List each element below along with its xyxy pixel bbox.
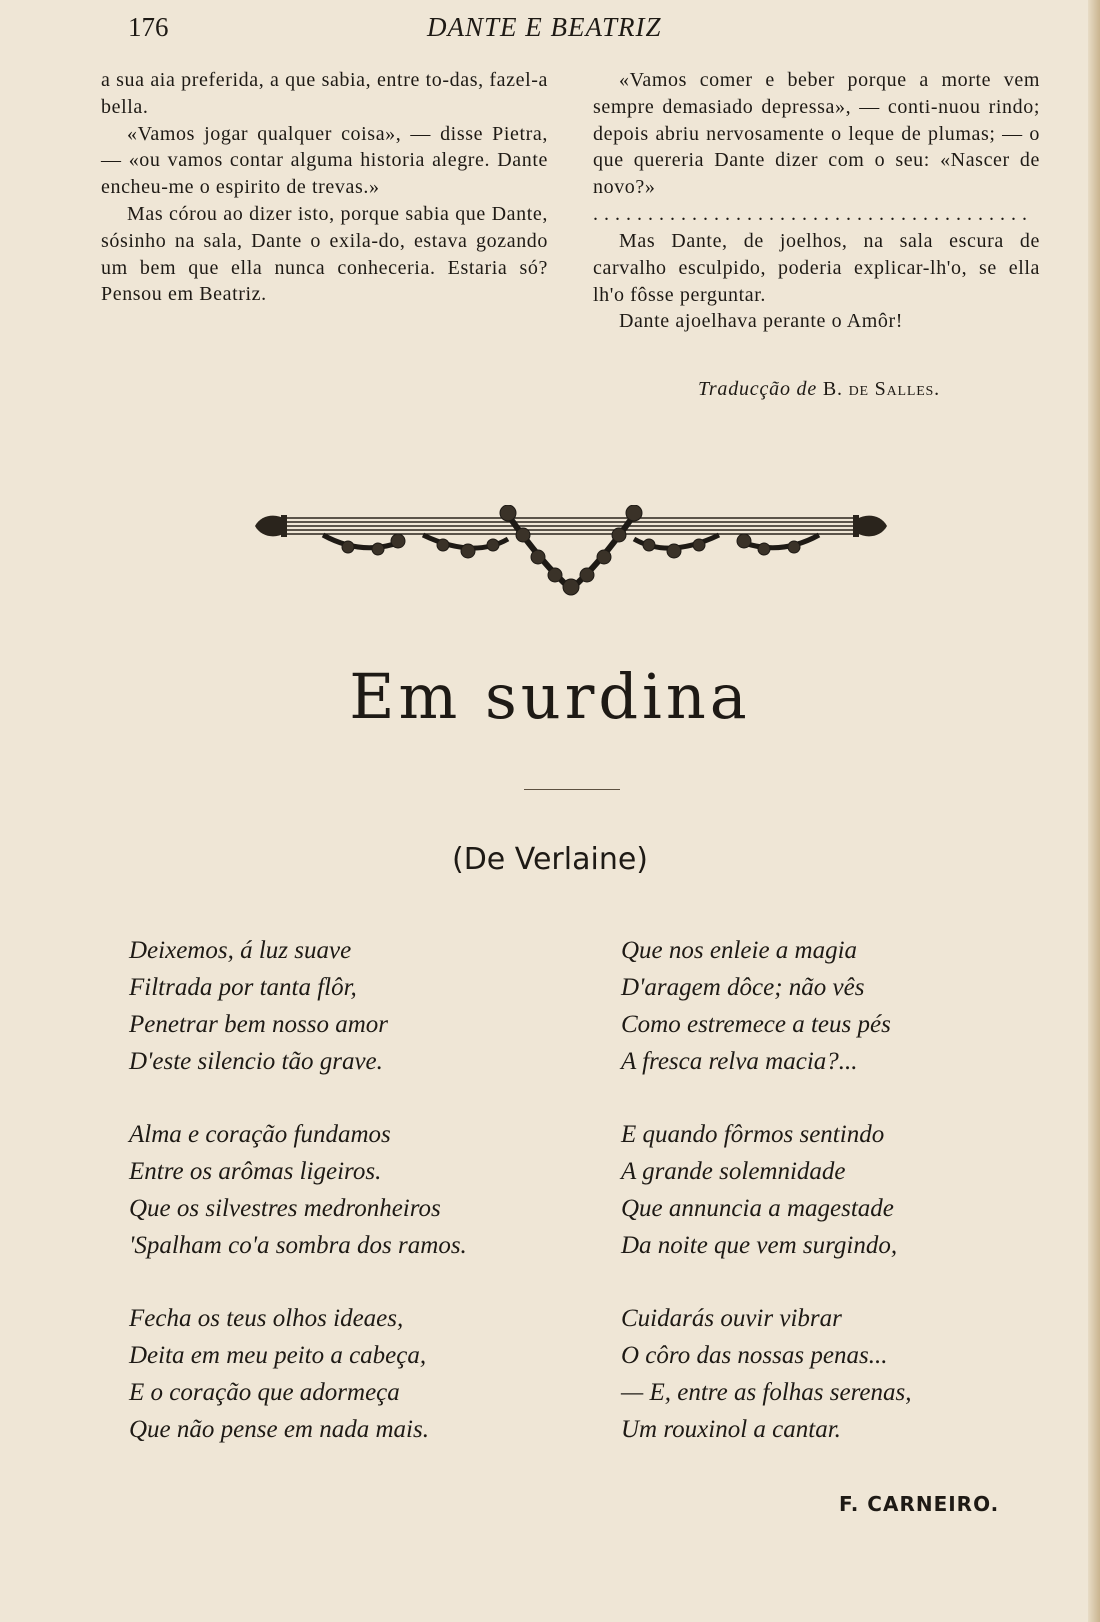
verse-line: O côro das nossas penas... (621, 1342, 888, 1369)
translator-credit (698, 378, 940, 401)
running-head (0, 12, 1100, 52)
verse-line: Entre os arômas ligeiros. (129, 1158, 382, 1185)
verse-line: Que nos enleie a magia (621, 937, 858, 964)
verse-line: D'aragem dôce; não vês (621, 974, 865, 1001)
prose-column-left (101, 67, 548, 308)
poem-subtitle: (De Verlaine) (451, 842, 648, 877)
page-number: 176 (128, 12, 169, 42)
poem-author: F. CARNEIRO. (839, 1492, 1000, 1516)
prose-paragraph: «Vamos comer e beber porque a morte vem sempre demasiado depressa», — conti-nuou rindo; depois abriu nervosamente o leque de plumas; — o que quereria Dante dizer com o seu: «Nascer de novo?» (593, 69, 1040, 199)
verse-line: A fresca relva macia?... (621, 1048, 858, 1075)
verse-line: Um rouxinol a cantar. (621, 1416, 841, 1443)
title-rule (524, 789, 620, 790)
prose-paragraph: Dante ajoelhava perante o Amôr! (619, 310, 904, 333)
stanza (129, 932, 467, 1080)
translator-name: B. de Salles. (822, 378, 940, 400)
running-title: DANTE E BEATRIZ (427, 12, 662, 42)
prose-column-right (593, 67, 1040, 335)
poem-title: Em surdina (349, 660, 751, 733)
verse-line: Penetrar bem nosso amor (129, 1011, 389, 1038)
page-edge (1088, 0, 1100, 1622)
verse-line: Deita em meu peito a cabeça, (129, 1342, 427, 1369)
verse-line: Filtrada por tanta flôr, (129, 974, 357, 1001)
stanza (621, 1116, 912, 1264)
prose-paragraph: Mas córou ao dizer isto, porque sabia que Dante, sósinho na sala, Dante o exila-do, estava gozando um bem que ella nunca conheceria. Estaria só? Pensou em Beatriz. (101, 202, 548, 306)
verse-line: Da noite que vem surgindo, (621, 1232, 898, 1259)
verse-line: Fecha os teus olhos ideaes, (129, 1305, 404, 1332)
verse-line: E quando fôrmos sentindo (621, 1121, 885, 1148)
stanza (621, 932, 912, 1080)
verse-line: A grande solemnidade (621, 1158, 846, 1185)
translator-credit-label: Traducção de (698, 378, 818, 400)
verse-line: Alma e coração fundamos (129, 1121, 391, 1148)
verse-line: D'este silencio tão grave. (129, 1048, 383, 1075)
prose-paragraph: «Vamos jogar qualquer coisa», — disse Pietra, — «ou vamos contar alguma historia alegre. Dante encheu-me o espirito de trevas.» (101, 122, 548, 199)
stanza (129, 1300, 467, 1448)
prose-paragraph: Mas Dante, de joelhos, na sala escura de carvalho esculpido, poderia explicar-lh'o, se ella lh'o fôsse perguntar. (593, 229, 1040, 306)
verse-line: Que annuncia a magestade (621, 1195, 894, 1222)
prose-paragraph: a sua aia preferida, a que sabia, entre to-das, fazel-a bella. (101, 69, 548, 118)
verse-line: 'Spalham co'a sombra dos ramos. (129, 1232, 467, 1259)
poem-column-right (621, 932, 912, 1484)
verse-line: Deixemos, á luz suave (129, 937, 352, 964)
stanza (621, 1300, 912, 1448)
stanza (129, 1116, 467, 1264)
ellipsis-separator: ........................................ (593, 202, 1033, 225)
verse-line: — E, entre as folhas serenas, (621, 1379, 912, 1406)
verse-line: Que não pense em nada mais. (129, 1416, 429, 1443)
verse-line: E o coração que adormeça (129, 1379, 400, 1406)
floral-rod-ornament (253, 505, 889, 601)
verse-line: Que os silvestres medronheiros (129, 1195, 441, 1222)
poem-column-left (129, 932, 467, 1484)
verse-line: Como estremece a teus pés (621, 1011, 891, 1038)
verse-line: Cuidarás ouvir vibrar (621, 1305, 842, 1332)
